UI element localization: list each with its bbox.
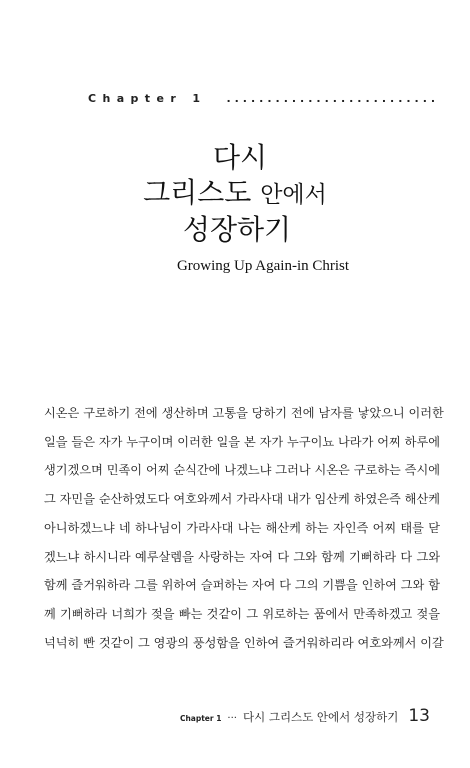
title-line-2-main: 그리스도 — [143, 176, 252, 209]
body-line: 아니하겠느냐 네 하나님이 가라사대 나는 해산케 하는 자인즉 어찌 태를 닫 — [44, 520, 440, 535]
chapter-leader-dots: .......................... — [226, 92, 440, 105]
title-line-1: 다시 — [212, 141, 268, 174]
body-line: 겠느냐 하시니라 예루살렘을 사랑하는 자여 다 그와 함께 기뻐하라 다 그와 — [44, 549, 440, 564]
title-line-3: 성장하기 — [182, 213, 292, 246]
body-line: 일을 들은 자가 누구이며 이러한 일을 본 자가 누구이뇨 나라가 어찌 하루에 — [44, 434, 440, 449]
body-line: 시온은 구로하기 전에 생산하며 고통을 당하기 전에 남자를 낳았으니 이러한 — [44, 406, 444, 420]
chapter-subtitle: Growing Up Again-in Christ — [176, 258, 350, 274]
page-number: 13 — [408, 706, 430, 726]
title-line-2 — [0, 176, 470, 212]
chapter-label: Chapter 1 — [88, 92, 207, 105]
body-line: 넉넉히 빤 것같이 그 영광의 풍성함을 인하여 즐거워하리라 여호와께서 이갈 — [44, 635, 444, 650]
footer-running-title: 다시 그리스도 안에서 성장하기 — [242, 710, 399, 724]
footer-separator: ··· — [227, 713, 237, 724]
chapter-header — [88, 92, 470, 105]
chapter-title — [0, 140, 470, 248]
title-line-2-small: 안에서 — [260, 182, 327, 208]
body-line: 함께 즐거워하라 그를 위하여 슬퍼하는 자여 다 그의 기쁨을 인하여 그와 함 — [44, 578, 440, 593]
body-line: 그 자민을 순산하였도다 여호와께서 가라사대 내가 임산케 하였은즉 해산케 — [44, 492, 440, 507]
page-footer — [180, 706, 430, 726]
body-text — [44, 399, 444, 657]
body-line: 께 기뻐하라 너희가 젖을 빠는 것같이 그 위로하는 품에서 만족하겠고 젖을 — [44, 606, 440, 621]
footer-chapter-label: Chapter 1 — [179, 714, 222, 723]
body-line: 생기겠으며 민족이 어찌 순식간에 나겠느냐 그러나 시온은 구로하는 즉시에 — [44, 463, 440, 478]
